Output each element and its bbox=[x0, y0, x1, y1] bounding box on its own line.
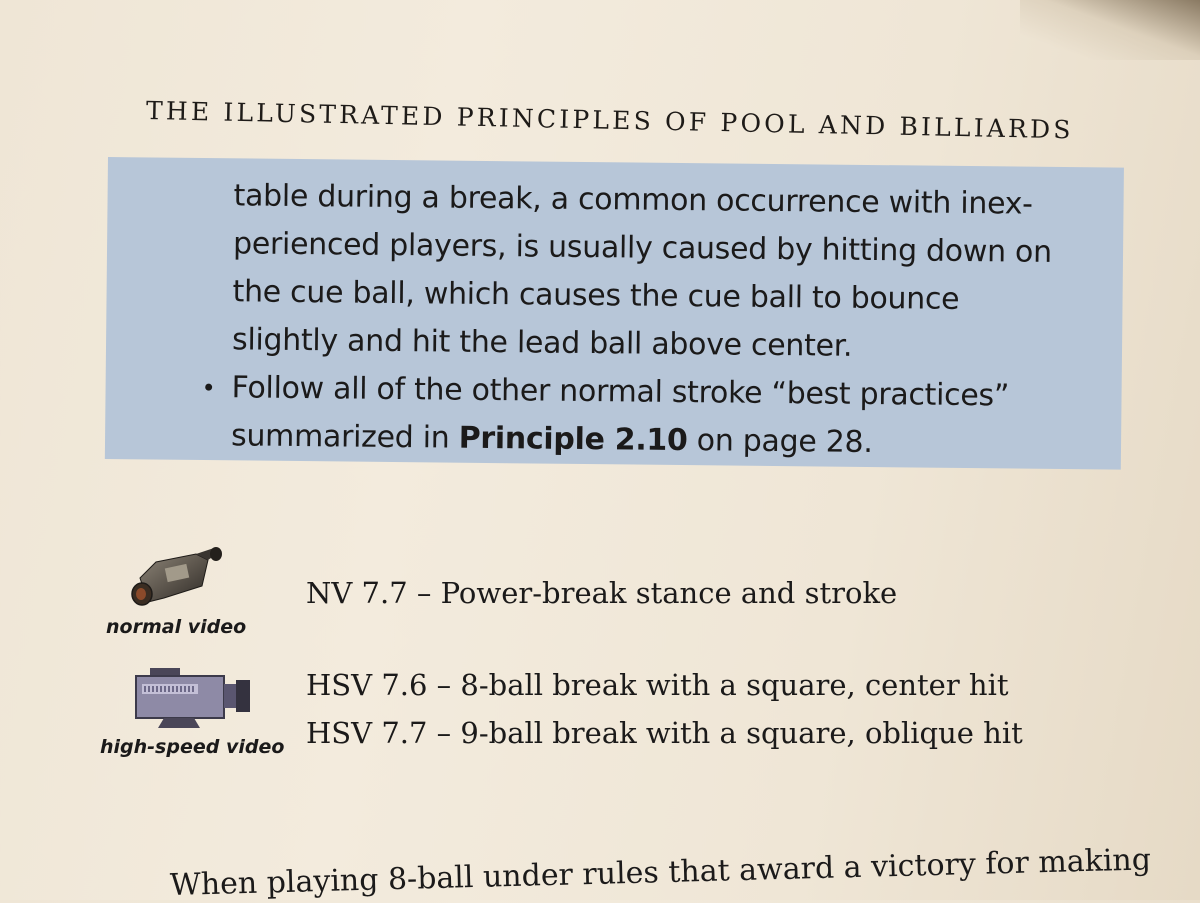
high-speed-camera-icon bbox=[134, 666, 254, 732]
callout-line: perienced players, is usually caused by hitting down on bbox=[232, 226, 1052, 270]
high-speed-video-entry: HSV 7.6 – 8-ball break with a square, center hit bbox=[306, 668, 1009, 702]
callout-text bbox=[201, 172, 1114, 469]
running-head: THE ILLUSTRATED PRINCIPLES OF POOL AND BILLIARDS bbox=[145, 96, 1074, 145]
bullet-text: on page 28. bbox=[687, 423, 873, 461]
page-corner-shadow bbox=[1020, 0, 1200, 60]
bullet-line: Follow all of the other normal stroke “best practices” bbox=[231, 370, 1010, 414]
high-speed-video-label: high-speed video bbox=[100, 736, 285, 758]
bullet-line bbox=[231, 412, 1111, 469]
bullet-item bbox=[201, 364, 1112, 469]
video-camera-icon bbox=[126, 544, 226, 610]
normal-video-entry: NV 7.7 – Power-break stance and stroke bbox=[306, 576, 898, 610]
bullet-text: summarized in bbox=[230, 418, 459, 456]
callout-box bbox=[105, 157, 1124, 470]
video-references bbox=[100, 540, 1100, 770]
bullet-icon: • bbox=[201, 373, 216, 403]
callout-line: slightly and hit the lead ball above center. bbox=[231, 322, 853, 364]
callout-line: table during a break, a common occurrence with inex- bbox=[233, 178, 1033, 222]
high-speed-video-entry: HSV 7.7 – 9-ball break with a square, oblique hit bbox=[306, 716, 1023, 750]
callout-line: the cue ball, which causes the cue ball to bounce bbox=[232, 274, 960, 317]
normal-video-label: normal video bbox=[106, 616, 247, 638]
body-text-partial: When playing 8-ball under rules that award a victory for making bbox=[169, 842, 1152, 903]
principle-reference: Principle 2.10 bbox=[458, 420, 688, 459]
